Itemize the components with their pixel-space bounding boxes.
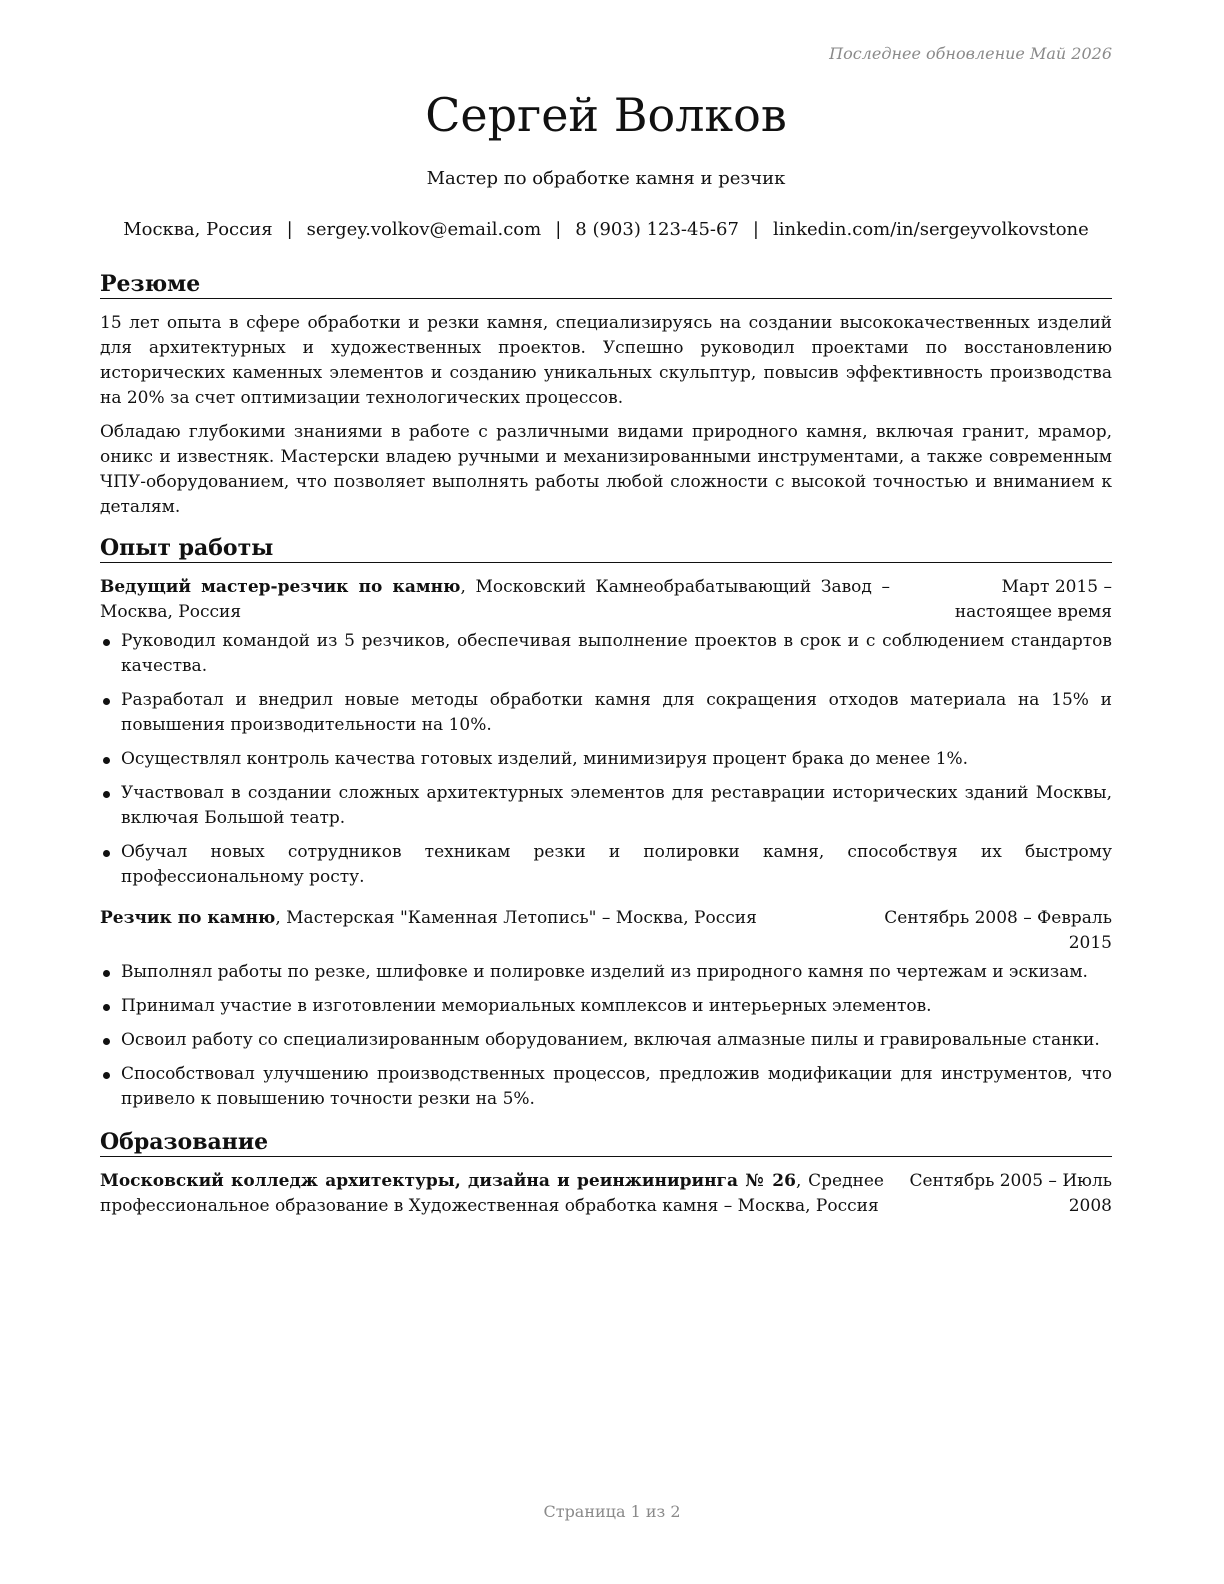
job-role: Резчик по камню [100, 908, 276, 928]
section-title-education: Образование [100, 1128, 1112, 1157]
contact-phone[interactable]: 8 (903) 123-45-67 [575, 219, 739, 240]
experience-section [100, 534, 1112, 1112]
candidate-title: Мастер по обработке камня и резчик [426, 168, 786, 189]
list-item: Осуществлял контроль качества готовых изделий, минимизируя процент брака до менее 1%. [100, 747, 1112, 772]
summary-section [100, 270, 1112, 520]
job-title-line [100, 906, 864, 931]
contact-separator: | [555, 219, 562, 240]
job-title-line [100, 575, 890, 625]
job-org: , Мастерская "Каменная Летопись" – Москва, Россия [275, 908, 757, 928]
contact-email[interactable]: sergey.volkov@email.com [306, 219, 542, 240]
list-item: Руководил командой из 5 резчиков, обеспечивая выполнение проектов в срок и с соблюдением стандартов качества. [100, 629, 1112, 679]
list-item: Участвовал в создании сложных архитектурных элементов для реставрации исторических зданий Москвы, включая Большой театр. [100, 781, 1112, 831]
last-updated: Последнее обновление Май 2026 [829, 44, 1112, 63]
contact-separator: | [752, 219, 759, 240]
education-entry [100, 1169, 1112, 1219]
job-dates: Сентябрь 2008 – Февраль 2015 [884, 908, 1112, 953]
candidate-name: Сергей Волков [425, 88, 787, 142]
list-item: Освоил работу со специализированным оборудованием, включая алмазные пилы и гравировальные станки. [100, 1028, 1112, 1053]
education-section [100, 1128, 1112, 1219]
page-number: Страница 1 из 2 [543, 1502, 681, 1521]
contact-linkedin[interactable]: linkedin.com/in/sergeyvolkovstone [772, 219, 1089, 240]
education-school: Московский колледж архитектуры, дизайна и реинжиниринга № 26 [100, 1171, 796, 1191]
section-title-summary: Резюме [100, 270, 1112, 299]
education-dates: Сентябрь 2005 – Июль 2008 [909, 1171, 1112, 1216]
resume-body [100, 270, 1112, 1233]
job-header [100, 906, 1112, 956]
section-title-experience: Опыт работы [100, 534, 1112, 563]
contact-location: Москва, Россия [123, 219, 273, 240]
job-role: Ведущий мастер-резчик по камню [100, 577, 461, 597]
contact-separator: | [286, 219, 293, 240]
summary-paragraph: Обладаю глубокими знаниями в работе с различными видами природного камня, включая гранит, мрамор, оникс и известняк. Мастерски владею ручными и механизированными инструментами, а также современным ЧПУ-оборудованием, что позволяет выполнять работы любой сложности с высокой точностью и вниманием к деталям. [100, 422, 1112, 517]
list-item: Разработал и внедрил новые методы обработки камня для сокращения отходов материала на 15% и повышения производительности на 10%. [100, 688, 1112, 738]
education-detail: , Среднее профессиональное образование в Художественная обработка камня – Москва, Россия [100, 1171, 884, 1216]
list-item: Принимал участие в изготовлении мемориальных комплексов и интерьерных элементов. [100, 994, 1112, 1019]
contact-line [100, 219, 1112, 240]
summary-paragraph: 15 лет опыта в сфере обработки и резки камня, специализируясь на создании высококачественных изделий для архитектурных и художественных проектов. Успешно руководил проектами по восстановлению исторических каменных элементов и созданию уникальных скульптур, повысив эффективность производства на 20% за счет оптимизации технологических процессов. [100, 313, 1112, 408]
job-bullets [100, 960, 1112, 1112]
job-header [100, 575, 1112, 625]
job-org: , Московский Камнеобрабатывающий Завод – Москва, Россия [100, 577, 890, 622]
job-dates: Март 2015 – настоящее время [954, 577, 1112, 622]
job-bullets [100, 629, 1112, 890]
list-item: Выполнял работы по резке, шлифовке и полировке изделий из природного камня по чертежам и эскизам. [100, 960, 1112, 985]
education-title-line [100, 1169, 884, 1219]
list-item: Способствовал улучшению производственных процессов, предложив модификации для инструментов, что привело к повышению точности резки на 5%. [100, 1062, 1112, 1112]
list-item: Обучал новых сотрудников техникам резки и полировки камня, способствуя их быстрому профессиональному росту. [100, 840, 1112, 890]
